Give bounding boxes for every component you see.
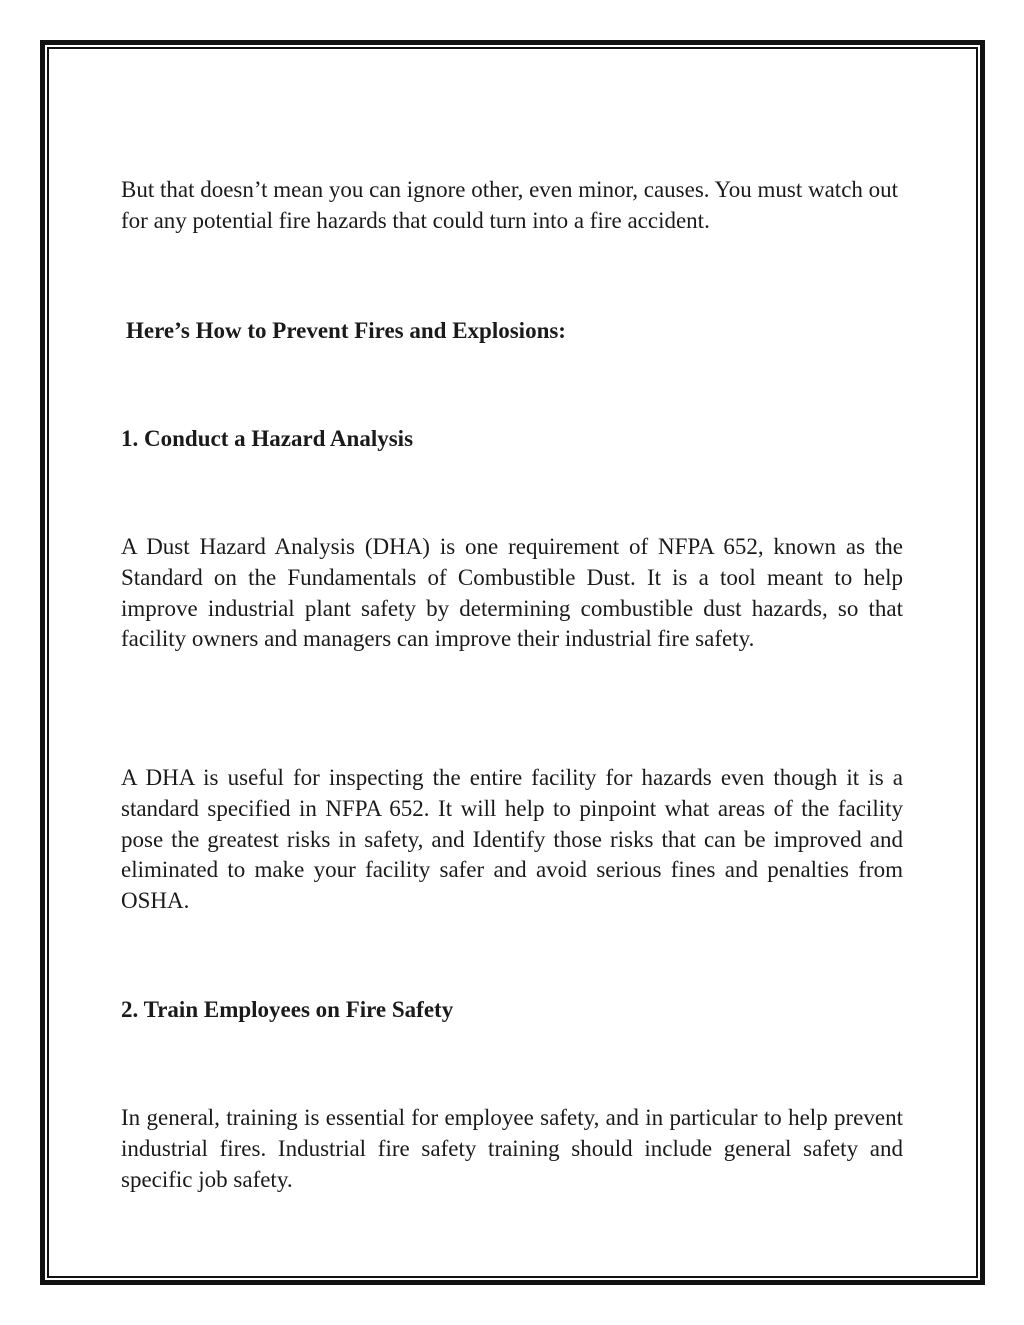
step1-heading: 1. Conduct a Hazard Analysis xyxy=(121,426,414,451)
step1-paragraph-2: A DHA is useful for inspecting the entire facility for hazards even though it is a standard specified in NFPA 652. It will help to pinpoint what areas of the facility pose the greatest risks in safety, and Identify those risks that can be improved and eliminated to make your facility safer and avoid serious fines and penalties from OSHA. xyxy=(121,765,903,914)
step1-paragraph-1: A Dust Hazard Analysis (DHA) is one requirement of NFPA 652, known as the Standard on the Fundamentals of Combustible Dust. It is a tool meant to help improve industrial plant safety by determining combustible dust hazards, so that facility owners and managers can improve their industrial fire safety. xyxy=(121,534,903,652)
intro-paragraph: But that doesn’t mean you can ignore other, even minor, causes. You must watch out for any potential fire hazards that could turn into a fire accident. xyxy=(121,177,899,233)
step2-heading: 2. Train Employees on Fire Safety xyxy=(121,997,454,1022)
step2-paragraph-1: In general, training is essential for employee safety, and in particular to help prevent industrial fires. Industrial fire safety training should include general safety and specific job safety. xyxy=(121,1105,903,1192)
section-heading: Here’s How to Prevent Fires and Explosions: xyxy=(126,318,566,343)
